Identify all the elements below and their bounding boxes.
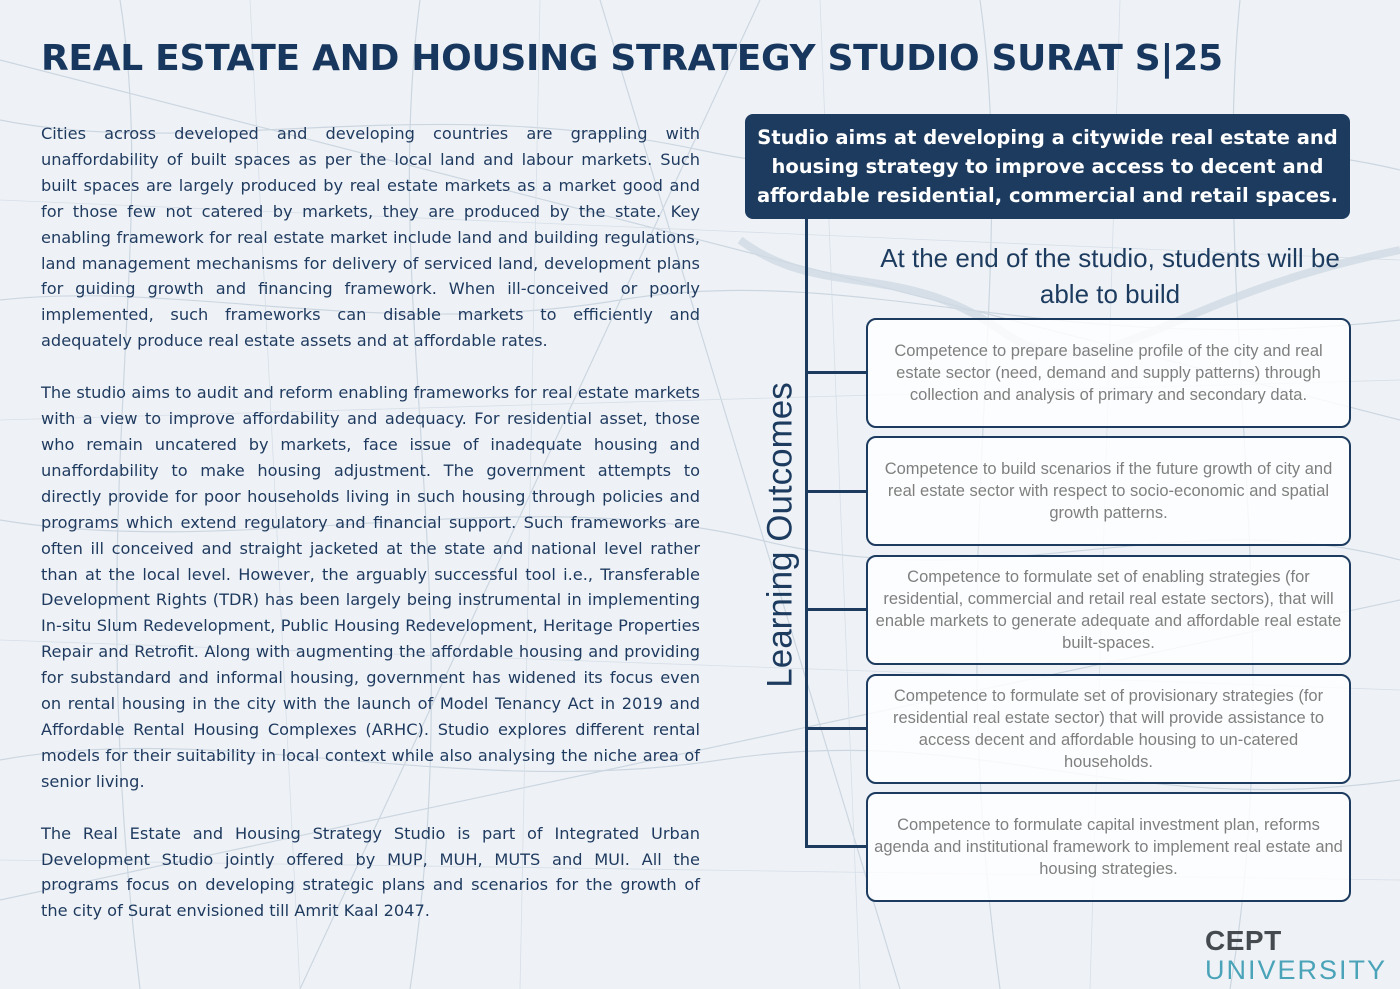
- outcome-box-5: [866, 792, 1351, 902]
- studio-aim-box: [745, 114, 1350, 219]
- outcome-text: Competence to formulate set of enabling strategies (for residential, commercial and retail real estate sectors), that will enable markets to generate adequate and affordable real estate built-spaces.: [875, 568, 1342, 652]
- studio-aim-text: Studio aims at developing a citywide real estate and housing strategy to improve access to decent and affordable residential, commercial and retail spaces.: [756, 126, 1339, 207]
- description-paragraph-2: The studio aims to audit and reform enabling frameworks for real estate markets with a view to improve affordability and adequacy. For residential asset, those who remain uncatered by markets, face issue of inadequate housing and unaffordability to make housing adjustment. The government attempts to directly provide for poor households living in such housing through policies and programs which extend regulatory and financial support. Such frameworks are often ill conceived and straight jacketed at the state and national level rather than at the local level. However, the arguably successful tool i.e., Transferable Development Rights (TDR) has been largely being instrumental in implementing In-situ Slum Redevelopment, Public Housing Redevelopment, Heritage Properties Repair and Retrofit. Along with augmenting the affordable housing and providing for substandard and informal housing, government has widened its focus even on rental housing in the city with the launch of Model Tenancy Act in 2019 and Affordable Rental Housing Complexes (ARHC). Studio explores different rental models for their suitability in local context while also analysing the niche area of senior living.: [41, 383, 700, 791]
- description-paragraph-1: Cities across developed and developing countries are grappling with unaffordability of built spaces as per the local land and labour markets. Such built spaces are largely produced by real estate markets as a market good and for those few not catered by markets, they are produced by the state. Key enabling framework for real estate market include land and building regulations, land management mechanisms for delivery of serviced land, development plans for guiding growth and financing framework. When ill-conceived or poorly implemented, such frameworks can disable markets to efficiently and adequately produce real estate assets and at affordable rates.: [41, 124, 700, 351]
- tree-branch-5: [805, 845, 867, 848]
- tree-branch-4: [805, 727, 867, 730]
- description-column: [41, 121, 700, 950]
- outcome-box-1: [866, 318, 1351, 428]
- learning-outcomes-text: Learning Outcomes: [761, 382, 801, 688]
- cept-university-logo: [1205, 925, 1388, 985]
- logo-wordmark-bottom: UNIVERSITY: [1205, 955, 1388, 985]
- outcomes-intro: At the end of the studio, students will be able to build: [880, 243, 1340, 309]
- outcome-text: Competence to build scenarios if the future growth of city and real estate sector with respect to socio-economic and spatial growth patterns.: [884, 460, 1333, 522]
- logo-wordmark-top: CEPT: [1205, 925, 1282, 956]
- outcome-box-2: [866, 436, 1351, 546]
- outcome-box-3: [866, 555, 1351, 665]
- page-title: REAL ESTATE AND HOUSING STRATEGY STUDIO SURAT S|25: [41, 38, 1223, 79]
- outcome-text: Competence to formulate set of provisionary strategies (for residential real estate sector) that will provide assistance to access decent and affordable housing to un-catered households.: [892, 687, 1325, 771]
- learning-outcomes-label: [746, 370, 816, 700]
- outcome-box-4: [866, 674, 1351, 784]
- description-paragraph-3: The Real Estate and Housing Strategy Studio is part of Integrated Urban Development Studio jointly offered by MUP, MUH, MUTS and MUI. All the programs focus on developing strategic plans and scenarios for the growth of the city of Surat envisioned till Amrit Kaal 2047.: [41, 823, 700, 921]
- outcome-text: Competence to formulate capital investment plan, reforms agenda and institutional framework to implement real estate and housing strategies.: [874, 816, 1343, 878]
- outcome-text: Competence to prepare baseline profile of the city and real estate sector (need, demand and supply patterns) through collection and analysis of primary and secondary data.: [894, 342, 1323, 404]
